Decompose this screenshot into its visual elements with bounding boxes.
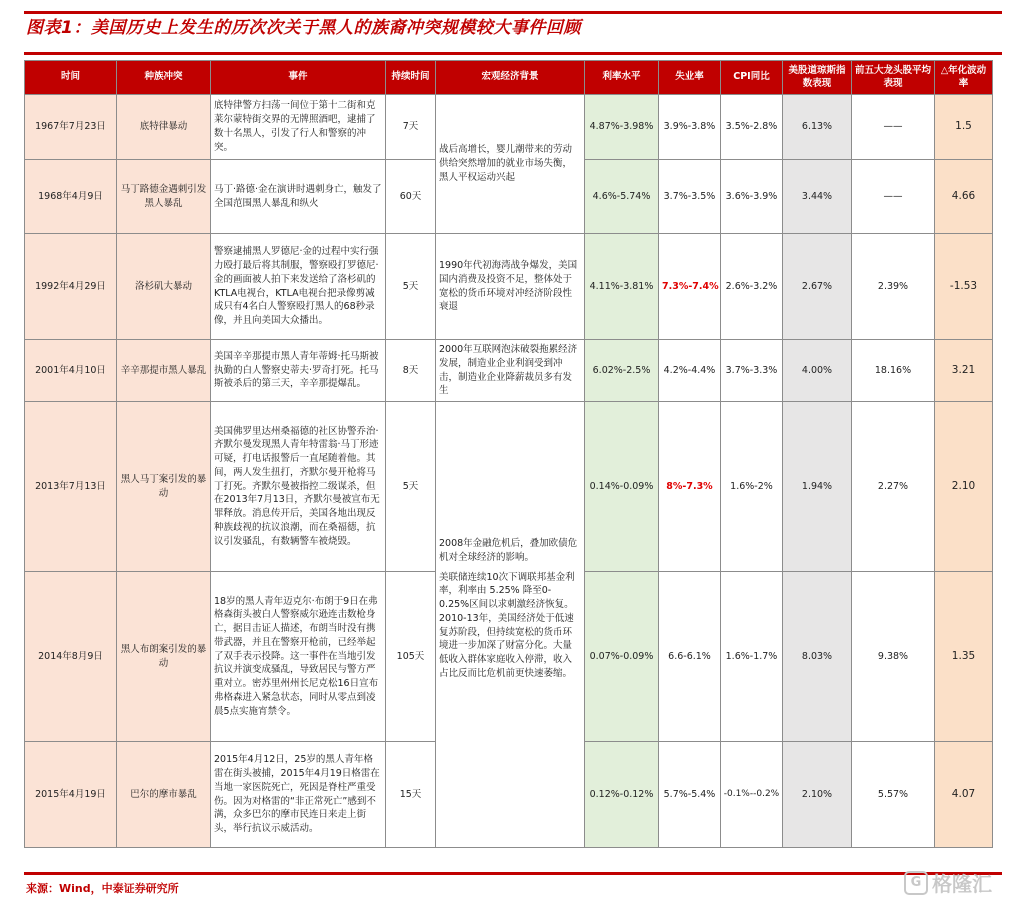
conflict-cell: 辛辛那提市黑人暴乱 xyxy=(117,340,211,402)
header-duration: 持续时间 xyxy=(386,61,436,95)
conflict-cell: 底特律暴动 xyxy=(117,95,211,160)
date-cell: 1992年4月29日 xyxy=(25,234,117,340)
header-unemployment: 失业率 xyxy=(659,61,721,95)
events-table xyxy=(24,60,993,848)
rate-cell: 0.12%-0.12% xyxy=(585,742,659,848)
dow-cell: 1.94% xyxy=(783,402,852,572)
event-cell: 18岁的黑人青年迈克尔·布朗于9日在弗格森街头被白人警察威尔逊连击数枪身亡，据目击证人描述，布朗当时没有携带武器，并且在警察开枪前，已经举起了双手表示投降。这一事件在当地引发抗议并演变成骚乱，导致居民与警方严重对立。密苏里州州长尼克松16日宣布弗格森进入紧急状态，同时从零点到凌晨5点实施宵禁令。 xyxy=(211,572,386,742)
conflict-cell: 黑人马丁案引发的暴动 xyxy=(117,402,211,572)
volatility-cell: 4.66 xyxy=(935,160,993,234)
dow-cell: 8.03% xyxy=(783,572,852,742)
conflict-cell: 巴尔的摩市暴乱 xyxy=(117,742,211,848)
table-row xyxy=(25,402,993,572)
cpi-cell: 3.7%-3.3% xyxy=(721,340,783,402)
conflict-cell: 洛杉矶大暴动 xyxy=(117,234,211,340)
event-cell: 美国辛辛那提市黑人青年蒂姆·托马斯被执勤的白人警察史蒂夫·罗奇打死。托马斯被杀后的第三天，辛辛那提爆乱。 xyxy=(211,340,386,402)
header-dow: 美股道琼斯指数表现 xyxy=(783,61,852,95)
table-row xyxy=(25,340,993,402)
header-date: 时间 xyxy=(25,61,117,95)
dow-cell: 2.10% xyxy=(783,742,852,848)
dow-cell: 2.67% xyxy=(783,234,852,340)
cpi-cell: -0.1%--0.2% xyxy=(721,742,783,848)
cpi-cell: 3.5%-2.8% xyxy=(721,95,783,160)
unemployment-cell: 6.6-6.1% xyxy=(659,572,721,742)
volatility-cell: 2.10 xyxy=(935,402,993,572)
cpi-cell: 2.6%-3.2% xyxy=(721,234,783,340)
header-macro: 宏观经济背景 xyxy=(436,61,585,95)
volatility-cell: -1.53 xyxy=(935,234,993,340)
duration-cell: 7天 xyxy=(386,95,436,160)
rate-cell: 4.87%-3.98% xyxy=(585,95,659,160)
watermark xyxy=(904,868,992,897)
table-header-row xyxy=(25,61,993,95)
date-cell: 2015年4月19日 xyxy=(25,742,117,848)
dow-cell: 4.00% xyxy=(783,340,852,402)
event-cell: 马丁·路德·金在演讲时遇刺身亡，触发了全国范围黑人暴乱和纵火 xyxy=(211,160,386,234)
top5-cell: 2.39% xyxy=(852,234,935,340)
table-row xyxy=(25,234,993,340)
cpi-cell: 1.6%-2% xyxy=(721,402,783,572)
volatility-cell: 1.5 xyxy=(935,95,993,160)
table-row xyxy=(25,95,993,160)
event-cell: 底特律警方扫荡一间位于第十二街和克莱尔蒙特街交界的无牌照酒吧，逮捕了数十名黑人，引发了行人和警察的冲突。 xyxy=(211,95,386,160)
date-cell: 2013年7月13日 xyxy=(25,402,117,572)
cpi-cell: 3.6%-3.9% xyxy=(721,160,783,234)
volatility-cell: 1.35 xyxy=(935,572,993,742)
event-cell: 2015年4月12日，25岁的黑人青年格雷在街头被捕，2015年4月19日格雷在当地一家医院死亡，死因是脊柱严重受伤。因为对格雷的“非正常死亡”感到不满，众多巴尔的摩市民连日来走上街头，举行抗议示威活动。 xyxy=(211,742,386,848)
top5-cell: —— xyxy=(852,95,935,160)
footer-rule xyxy=(24,872,1002,875)
event-cell: 警察逮捕黑人罗德尼·金的过程中实行强力殴打最后将其制服，警察殴打罗德尼·金的画面被人拍下来发送给了洛杉矶的KTLA电视台，KTLA电视台把录像剪减成只有4名白人警察殴打黑人的68秒录像，并且向美国大众播出。 xyxy=(211,234,386,340)
volatility-cell: 4.07 xyxy=(935,742,993,848)
duration-cell: 5天 xyxy=(386,234,436,340)
header-top5: 前五大龙头股平均表现 xyxy=(852,61,935,95)
unemployment-cell: 7.3%-7.4% xyxy=(659,234,721,340)
duration-cell: 15天 xyxy=(386,742,436,848)
dow-cell: 6.13% xyxy=(783,95,852,160)
source-note: 来源：Wind，中泰证券研究所 xyxy=(26,882,179,895)
rate-cell: 0.14%-0.09% xyxy=(585,402,659,572)
volatility-cell: 3.21 xyxy=(935,340,993,402)
date-cell: 2001年4月10日 xyxy=(25,340,117,402)
date-cell: 1968年4月9日 xyxy=(25,160,117,234)
macro-text: 美联储连续10次下调联邦基金利率，利率由 5.25% 降至0-0.25%区间以求刺激经济恢复。2010-13年，美国经济处于低速复苏阶段，但持续宽松的货币环境进一步加深了财富分化。大量低收入群体家庭收入停滞，收入占比反而比危机前更快速萎缩。 xyxy=(439,571,575,679)
macro-text: 2008年金融危机后，叠加欧债危机对全球经济的影响。 xyxy=(439,538,578,563)
header-cpi: CPI同比 xyxy=(721,61,783,95)
unemployment-cell: 3.9%-3.8% xyxy=(659,95,721,160)
rate-cell: 6.02%-2.5% xyxy=(585,340,659,402)
header-rate: 利率水平 xyxy=(585,61,659,95)
cpi-cell: 1.6%-1.7% xyxy=(721,572,783,742)
date-cell: 2014年8月9日 xyxy=(25,572,117,742)
top5-cell: 18.16% xyxy=(852,340,935,402)
conflict-cell: 马丁路德金遇刺引发黑人暴乱 xyxy=(117,160,211,234)
top5-cell: —— xyxy=(852,160,935,234)
event-cell: 美国佛罗里达州桑福德的社区协警乔治·齐默尔曼发现黑人青年特雷翁·马丁形迹可疑，打电话报警后一直尾随着他。其间，两人发生扭打，齐默尔曼开枪将马丁打死。齐默尔曼被指控二级谋杀，但在2013年7月13日，齐默尔曼被宣布无罪释放。消息传开后，美国各地出现反种族歧视的抗议浪潮，而在桑福德，抗议引发骚乱，有数辆警车被烧毁。 xyxy=(211,402,386,572)
macro-cell: 2000年互联网泡沫破裂拖累经济发展，制造业企业利润受到冲击，制造业企业降薪裁员多有发生 xyxy=(436,340,585,402)
unemployment-cell: 8%-7.3% xyxy=(659,402,721,572)
header-volatility: △年化波动率 xyxy=(935,61,993,95)
rate-cell: 4.6%-5.74% xyxy=(585,160,659,234)
duration-cell: 5天 xyxy=(386,402,436,572)
watermark-text: 格隆汇 xyxy=(932,872,992,896)
conflict-cell: 黑人布朗案引发的暴动 xyxy=(117,572,211,742)
duration-cell: 60天 xyxy=(386,160,436,234)
page-title: 图表1：美国历史上发生的历次次关于黑人的族裔冲突规模较大事件回顾 xyxy=(26,18,581,38)
rate-cell: 4.11%-3.81% xyxy=(585,234,659,340)
macro-cell: 1990年代初海湾战争爆发，美国国内消费及投资不足，整体处于宽松的货币环境对冲经济阶段性衰退 xyxy=(436,234,585,340)
date-cell: 1967年7月23日 xyxy=(25,95,117,160)
duration-cell: 8天 xyxy=(386,340,436,402)
title-bottom-rule xyxy=(24,52,1002,55)
top5-cell: 9.38% xyxy=(852,572,935,742)
unemployment-cell: 3.7%-3.5% xyxy=(659,160,721,234)
unemployment-cell: 5.7%-5.4% xyxy=(659,742,721,848)
rate-cell: 0.07%-0.09% xyxy=(585,572,659,742)
header-event: 事件 xyxy=(211,61,386,95)
header-conflict: 种族冲突 xyxy=(117,61,211,95)
top5-cell: 5.57% xyxy=(852,742,935,848)
macro-cell xyxy=(436,402,585,848)
top5-cell: 2.27% xyxy=(852,402,935,572)
duration-cell: 105天 xyxy=(386,572,436,742)
unemployment-cell: 4.2%-4.4% xyxy=(659,340,721,402)
dow-cell: 3.44% xyxy=(783,160,852,234)
macro-cell: 战后高增长，婴儿潮带来的劳动供给突然增加的就业市场失衡，黑人平权运动兴起 xyxy=(436,95,585,234)
watermark-logo-icon: G xyxy=(904,871,928,895)
